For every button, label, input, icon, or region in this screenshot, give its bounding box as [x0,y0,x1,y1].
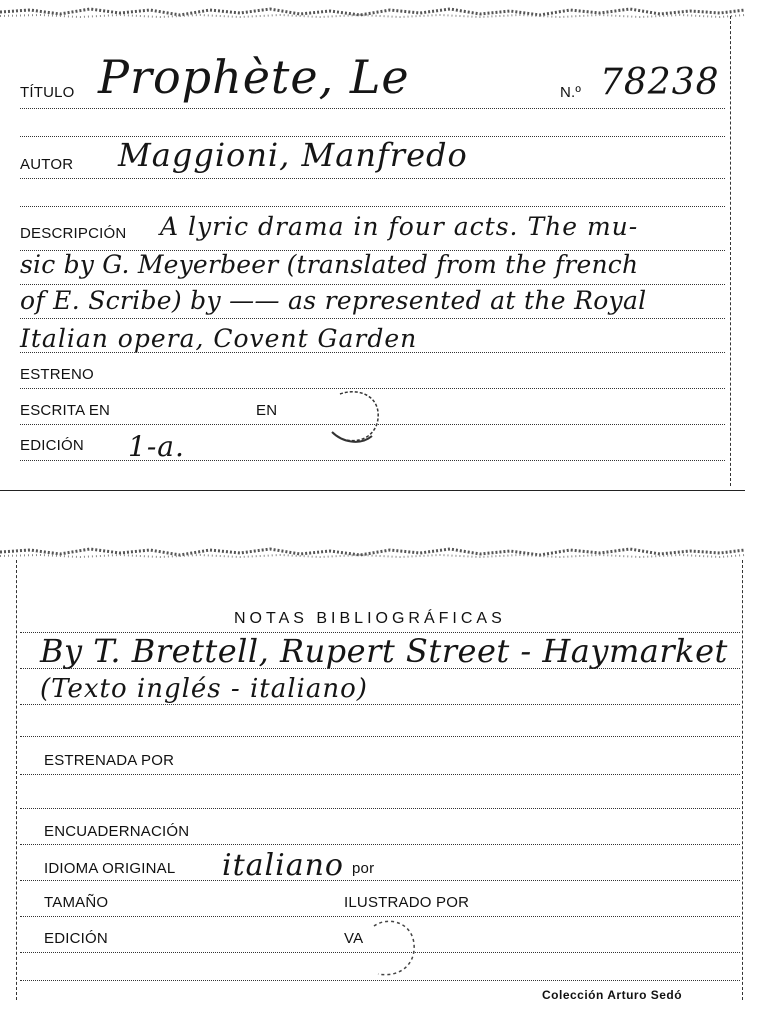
ilustrado-label: ILUSTRADO POR [344,894,470,911]
catalog-card-front [0,0,759,500]
descripcion-line: A lyric drama in four acts. The mu- [160,212,639,241]
notas-line: (Texto inglés - italiano) [40,674,368,704]
autor-value: Maggioni, Manfredo [118,136,468,174]
idioma-value: italiano [222,848,344,883]
autor-label: AUTOR [20,156,74,173]
notas-heading: NOTAS BIBLIOGRÁFICAS [234,610,506,627]
numero-label: N.º [560,84,582,101]
titulo-label: TÍTULO [20,84,75,101]
catalog-card-back [0,540,759,1028]
torn-edge-top [0,4,759,20]
estrenada-label: ESTRENADA POR [44,752,175,769]
descripcion-line: Italian opera, Covent Garden [20,324,418,353]
va-label: VA [344,930,364,947]
tamano-label: TAMAÑO [44,894,109,911]
descripcion-line: of E. Scribe) by —— as represented at the Royal [20,286,647,315]
titulo-value: Prophète, Le [98,50,410,104]
collection-footer: Colección Arturo Sedó [542,988,683,1002]
estreno-label: ESTRENO [20,366,94,383]
torn-edge-top [0,544,759,560]
card-bottom-edge [0,490,745,491]
descripcion-label: DESCRIPCIÓN [20,225,127,242]
edicion-label: EDICIÓN [20,437,84,454]
escrita-label: ESCRITA EN [20,402,111,419]
punched-hole [364,912,422,982]
notas-line: By T. Brettell, Rupert Street - Haymarket [40,632,728,670]
idioma-label: IDIOMA ORIGINAL [44,860,176,877]
numero-value: 78238 [600,62,720,103]
encuadernacion-label: ENCUADERNACIÓN [44,823,190,840]
descripcion-line: sic by G. Meyerbeer (translated from the french [20,250,639,279]
card-left-edge [16,560,17,1000]
por-label: por [352,860,375,877]
en-label: EN [256,402,278,419]
edicion-label: EDICIÓN [44,930,108,947]
card-right-edge [730,16,731,486]
card-right-edge [742,560,743,1000]
edicion-value: 1-a. [128,430,185,463]
punched-hole [322,386,384,450]
